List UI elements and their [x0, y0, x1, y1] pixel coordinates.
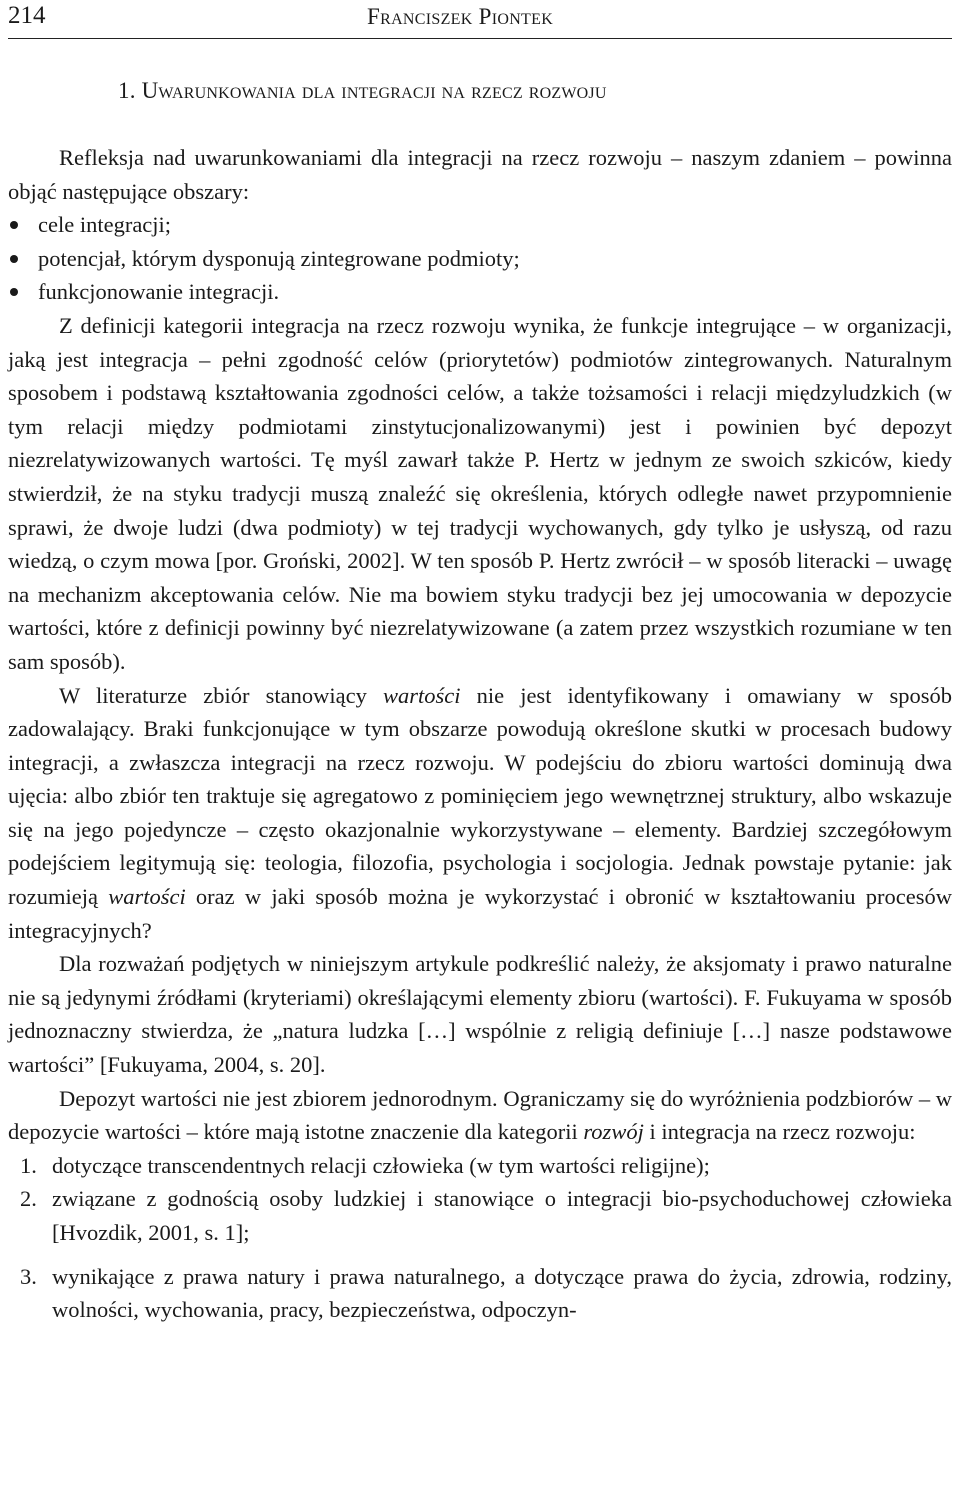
bullet-icon [10, 221, 18, 229]
text-run: nie jest identyfikowany i omawiany w sposób zadowalający. Braki funkcjonujące w tym obszarze powodują określone skutki w procesach budowy integracji, a zwłaszcza integracji na rzecz rozwoju. W podejściu do zbioru wartości dominują dwa ujęcia: albo zbiór ten traktuje się agregatowo z pominięciem jego wewnętrznej struktury, albo wskazuje się na jego pojedyncze – często okazjonalnie wykorzystywane – elementy. Bardziej szczegółowym podejściem legitymują się: teologia, filozofia, psychologia i socjologia. Jednak powstaje pytanie: jak rozumieją [8, 682, 952, 910]
emphasis: wartości [382, 682, 461, 708]
page-header [8, 0, 952, 39]
emphasis: rozwój [583, 1119, 644, 1145]
list-item [8, 1182, 952, 1249]
paragraph-3: Dla rozważań podjętych w niniejszym artykule podkreślić należy, że aksjomaty i prawo naturalne nie są jedynymi źródłami (kryteriami) określającymi elementy zbioru (wartości). F. Fukuyama w sposób jednoznaczny stwierdza, że „natura ludzka […] wspólnie z religią definiuje […] nasze podstawowe wartości” [Fukuyama, 2004, s. 20]. [8, 951, 952, 1078]
text-run: i integracja na rzecz rozwoju: [643, 1119, 916, 1145]
bullet-icon [10, 288, 18, 296]
list-item-text: cele integracji; [38, 212, 172, 238]
list-number: 3. [20, 1263, 37, 1289]
bullet-icon [10, 255, 18, 263]
emphasis: wartości [108, 884, 186, 910]
paragraph-2 [8, 679, 952, 948]
list-item [8, 1260, 952, 1327]
list-item-text: dotyczące transcendentnych relacji człowieka (w tym wartości religijne); [52, 1152, 710, 1178]
list-item-text: wynikające z prawa natury i prawa naturalnego, a dotyczące prawa do życia, zdrowia, rodziny, wolności, wychowania, pracy, bezpieczeństwa, odpoczyn- [52, 1263, 952, 1323]
page-number: 214 [8, 2, 46, 29]
text-run: Depozyt wartości nie jest zbiorem jednorodnym. Ograniczamy się do wyróżnienia podzbiorów – w depozycie wartości – które mają istotne znaczenie dla kategorii [8, 1085, 952, 1145]
paragraph-4 [8, 1082, 952, 1149]
text-run: oraz w jaki sposób można je wykorzystać i obronić w kształtowaniu procesów integracyjnych? [8, 884, 952, 943]
list-item-text: potencjał, którym dysponują zintegrowane podmioty; [38, 245, 520, 271]
list-item [8, 208, 952, 242]
text-run: W literaturze zbiór stanowiący [59, 682, 383, 708]
list-item-text: związane z godnością osoby ludzkiej i stanowiące o integracji bio-psychoduchowej człowieka [Hvozdik, 2001, s. 1]; [52, 1186, 952, 1245]
bullet-list [8, 208, 952, 309]
list-item-text: funkcjonowanie integracji. [38, 279, 280, 305]
section-heading: 1. Uwarunkowania dla integracji na rzecz rozwoju [118, 78, 607, 103]
list-item [8, 1149, 952, 1183]
list-number: 1. [20, 1152, 37, 1178]
numbered-list [8, 1149, 952, 1327]
list-number: 2. [20, 1186, 37, 1212]
list-item [8, 242, 952, 276]
running-head: Franciszek Piontek [367, 4, 554, 29]
list-item [8, 275, 952, 309]
body-text [8, 141, 952, 1327]
intro-paragraph: Refleksja nad uwarunkowaniami dla integracji na rzecz rozwoju – naszym zdaniem – powinna objąć następujące obszary: [8, 145, 952, 204]
paragraph-1: Z definicji kategorii integracja na rzecz rozwoju wynika, że funkcje integrujące – w organizacji, jaką jest integracja – pełni zgodność celów (priorytetów) podmiotów zintegrowanych. Naturalnym sposobem i podstawą kształtowania zgodności celów, a także tożsamości i relacji międzyludzkich (w tym relacji między podmiotami zinstytucjonalizowanymi) jest i powinien być depozyt niezrelatywizowanych wartości. Tę myśl zawarł także P. Hertz w jednym ze swoich szkiców, kiedy stwierdził, że na styku tradycji muszą znaleźć się określenia, których odległe nawet przypomnienie sprawi, że dwoje ludzi (dwa podmioty) w tej tradycji wychowanych, gdy tylko je usłyszą, od razu wiedzą, o czym mowa [por. Groński, 2002]. W ten sposób P. Hertz zwrócił – w sposób literacki – uwagę na mechanizm akceptowania celów. Nie ma bowiem styku tradycji bez jej umocowania w depozycie wartości, które z definicji powinny być niezrelatywizowane (a zatem przez wszystkich rozumiane w ten sam sposób). [8, 312, 952, 674]
